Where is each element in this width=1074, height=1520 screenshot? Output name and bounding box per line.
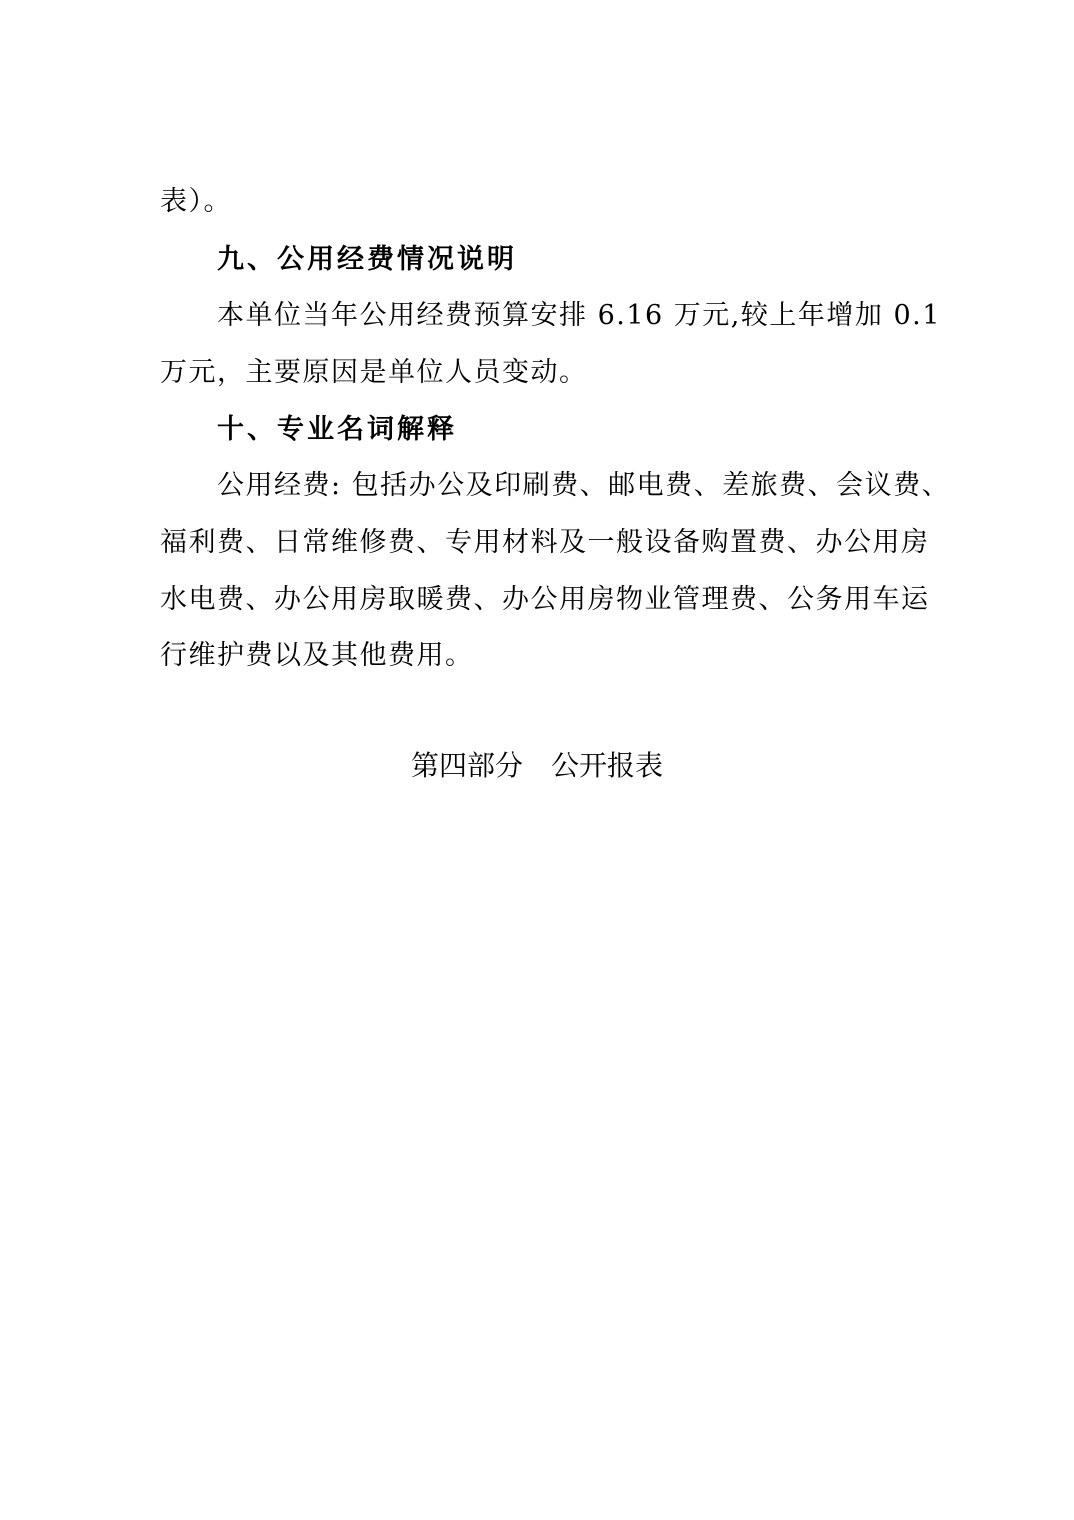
section-10-paragraph-line-2: 福利费、日常维修费、专用材料及一般设备购置费、办公用房 bbox=[160, 527, 930, 558]
section-9-paragraph-line-2: 万元，主要原因是单位人员变动。 bbox=[160, 357, 588, 388]
continuation-text: 表）。 bbox=[160, 186, 232, 217]
section-9-paragraph-line-1: 本单位当年公用经费预算安排 6.16 万元,较上年增加 0.1 bbox=[217, 300, 941, 331]
section-10-paragraph-line-4: 行维护费以及其他费用。 bbox=[160, 640, 474, 671]
section-9-heading: 九、公用经费情况说明 bbox=[217, 244, 517, 275]
section-10-paragraph-line-1: 公用经费: 包括办公及印刷费、邮电费、差旅费、会议费、 bbox=[217, 470, 951, 501]
section-10-paragraph-line-3: 水电费、办公用房取暖费、办公用房物业管理费、公务用车运 bbox=[160, 584, 930, 615]
section-10-heading: 十、专业名词解释 bbox=[217, 414, 457, 445]
part-4-title: 第四部分 公开报表 bbox=[410, 749, 663, 782]
